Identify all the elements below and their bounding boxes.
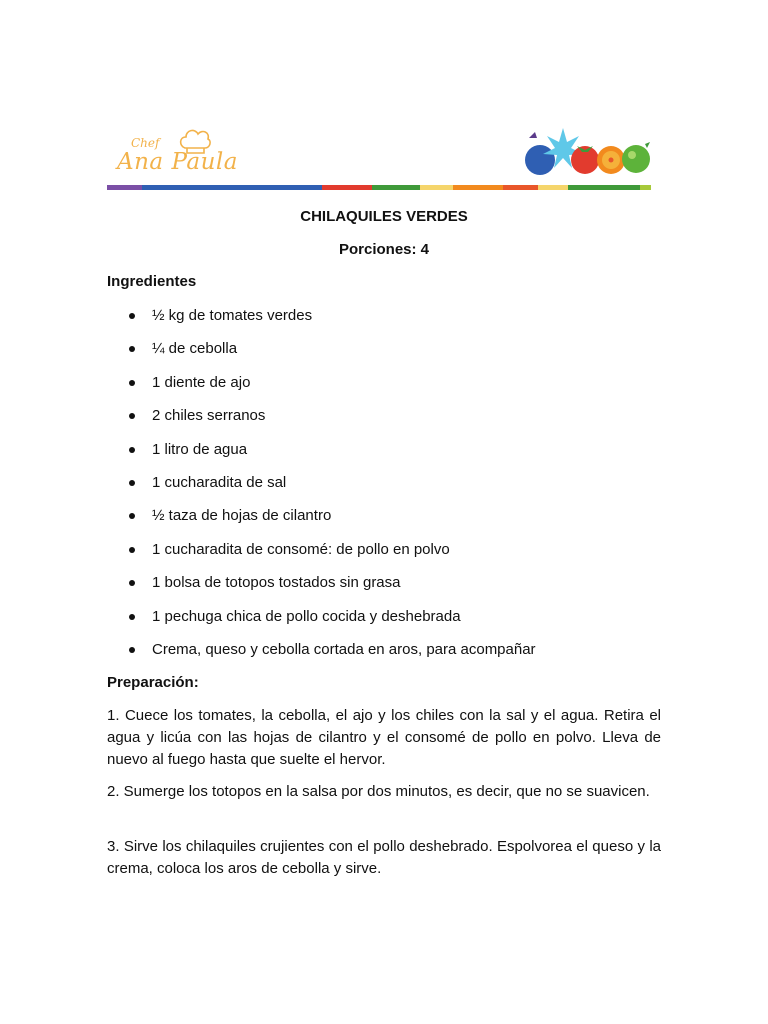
header-color-stripe xyxy=(107,185,651,190)
ingredients-list xyxy=(107,306,667,673)
preparation-step-3: 3. Sirve los chilaquiles crujientes con el pollo deshebrado. Espolvorea el queso y la crema, coloca los aros de cebolla y sirve. xyxy=(107,838,661,877)
list-item xyxy=(107,339,667,372)
bullet-icon xyxy=(129,380,135,386)
bullet-icon xyxy=(129,547,135,553)
bullet-icon xyxy=(129,647,135,653)
list-item xyxy=(107,540,667,573)
ingredient-text: ¼ de cebolla xyxy=(152,340,238,358)
bullet-icon xyxy=(129,346,135,352)
ingredient-text: 1 diente de ajo xyxy=(152,373,251,391)
bullet-icon xyxy=(129,447,135,453)
ingredient-text: 1 cucharadita de sal xyxy=(152,473,287,491)
list-item xyxy=(107,506,667,539)
ingredient-text: 1 litro de agua xyxy=(152,440,248,458)
list-item xyxy=(107,406,667,439)
list-item xyxy=(107,607,667,640)
bullet-icon xyxy=(129,513,135,519)
logo-chef-label: Chef xyxy=(131,136,160,150)
recipe-servings: Porciones: 4 xyxy=(338,241,430,258)
ingredient-text: ½ taza de hojas de cilantro xyxy=(152,507,332,525)
list-item xyxy=(107,573,667,606)
list-item xyxy=(107,473,667,506)
bullet-icon xyxy=(129,614,135,620)
bullet-icon xyxy=(129,480,135,486)
ingredient-text: ½ kg de tomates verdes xyxy=(152,307,313,324)
preparation-step-1: 1. Cuece los tomates, la cebolla, el ajo y los chiles con la sal y el agua. Retira el agua y licúa con las hojas de cilantro y el consomé de pollo en polvo. Lleva de nuevo al fuego hasta que suelte el hervor. xyxy=(107,707,661,768)
list-item xyxy=(107,306,667,339)
preparation-step-2: 2. Sumerge los totopos en la salsa por dos minutos, es decir, que no se suavicen. xyxy=(107,783,650,800)
list-item xyxy=(107,440,667,473)
preparation-heading: Preparación: xyxy=(107,674,199,691)
ingredient-text: 2 chiles serranos xyxy=(152,407,266,425)
ingredient-text: 1 cucharadita de consomé: de pollo en polvo xyxy=(152,540,450,558)
bullet-icon xyxy=(129,580,135,586)
fruits-illustration-icon xyxy=(519,124,655,180)
recipe-title: CHILAQUILES VERDES xyxy=(300,208,468,225)
ingredients-heading: Ingredientes xyxy=(107,273,197,290)
ingredient-text: Crema, queso y cebolla cortada en aros, para acompañar xyxy=(152,640,536,658)
ingredient-text: 1 pechuga chica de pollo cocida y deshebrada xyxy=(152,607,461,625)
logo-name: Ana Paula xyxy=(117,149,238,175)
bullet-icon xyxy=(129,413,135,419)
chef-ana-paula-logo xyxy=(112,126,252,182)
list-item xyxy=(107,640,667,673)
list-item xyxy=(107,373,667,406)
bullet-icon xyxy=(129,313,135,319)
ingredient-text: 1 bolsa de totopos tostados sin grasa xyxy=(152,574,401,592)
